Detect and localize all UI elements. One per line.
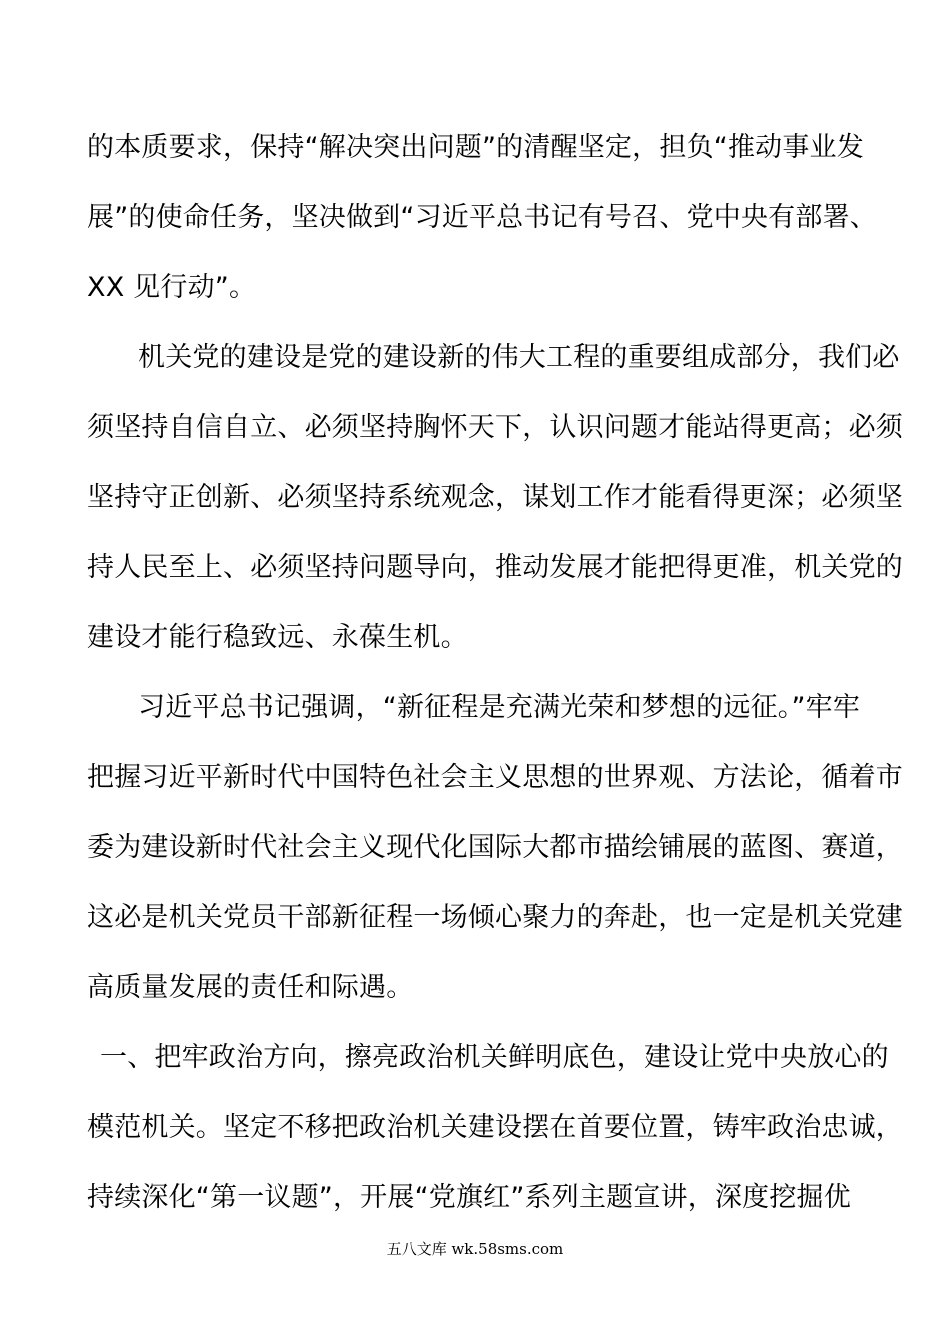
text-line: 把握习近平新时代中国特色社会主义思想的世界观、方法论，循着市 [87,762,903,793]
text-line: 委为建设新时代社会主义现代化国际大都市描绘铺展的蓝图、赛道， [87,832,903,863]
text-line: 高质量发展的责任和际遇。 [87,972,414,1003]
text-line: 展”的使命任务，坚决做到“习近平总书记有号召、党中央有部署、 [87,202,877,233]
text-line: XX 见行动”。 [87,272,257,303]
section-heading-line: 一、把牢政治方向，擦亮政治机关鲜明底色，建设让党中央放心的 [100,1042,889,1073]
text-line: 这必是机关党员干部新征程一场倾心聚力的奔赴，也一定是机关党建 [87,902,903,933]
footer-watermark: 五八文库 wk.58sms.com [386,1240,564,1258]
text-line: 持续深化“第一议题”，开展“党旗红”系列主题宣讲，深度挖掘优 [87,1182,851,1213]
text-line: 持人民至上、必须坚持问题导向，推动发展才能把得更准，机关党的 [87,552,903,583]
paragraph-first-line: 习近平总书记强调，“新征程是充满光荣和梦想的远征。”牢牢 [138,692,861,723]
text-line: 建设才能行稳致远、永葆生机。 [87,622,468,653]
text-line: 的本质要求，保持“解决突出问题”的清醒坚定，担负“推动事业发 [87,132,864,163]
text-line: 模范机关。坚定不移把政治机关建设摆在首要位置，铸牢政治忠诚， [87,1112,903,1143]
paragraph-first-line: 机关党的建设是党的建设新的伟大工程的重要组成部分，我们必 [138,342,900,373]
text-line: 须坚持自信自立、必须坚持胸怀天下，认识问题才能站得更高；必须 [87,412,903,443]
text-line: 坚持守正创新、必须坚持系统观念，谋划工作才能看得更深；必须坚 [87,482,903,513]
